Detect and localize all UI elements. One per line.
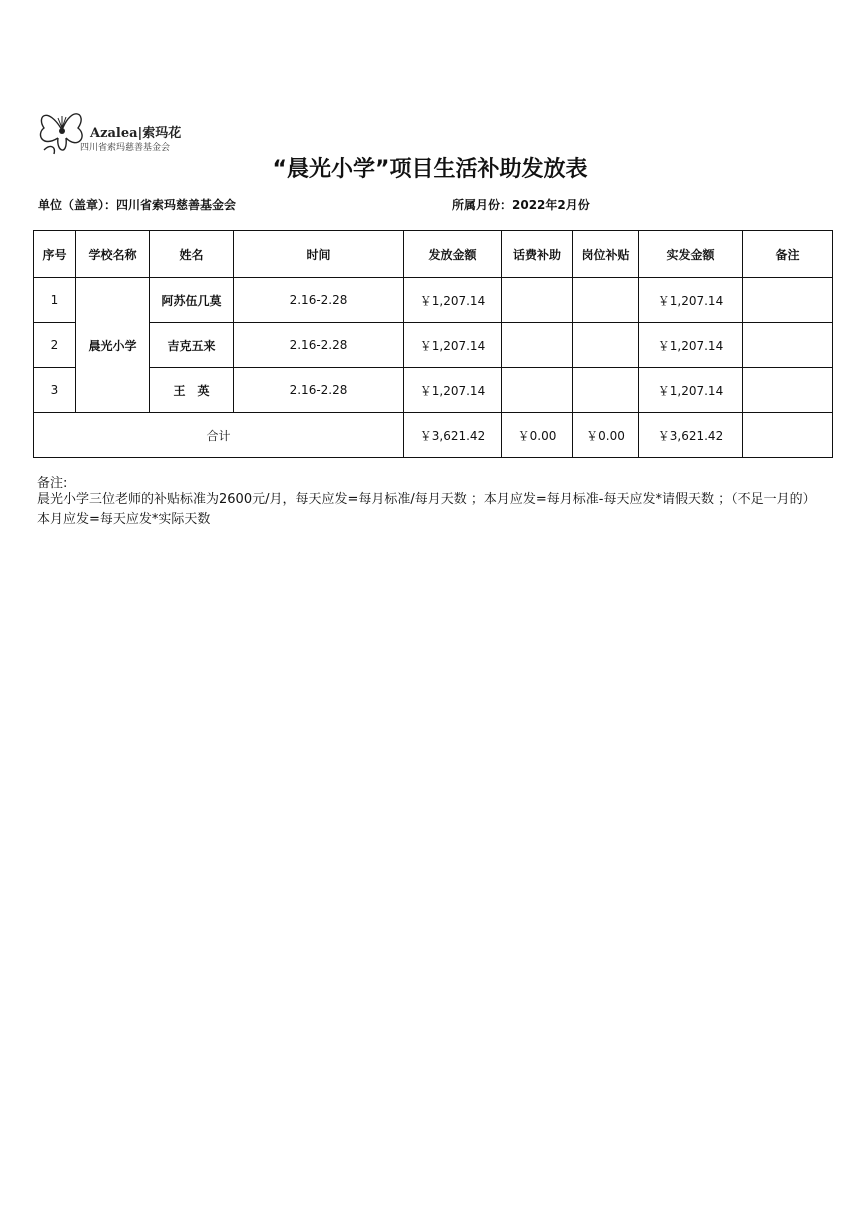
table-header-row	[34, 231, 833, 278]
row-name: 王 英	[150, 368, 234, 413]
row-seq: 2	[34, 323, 76, 368]
row-phone-subsidy	[502, 323, 573, 368]
header-seq: 序号	[34, 231, 76, 278]
subsidy-table	[33, 230, 833, 458]
total-phone-subsidy: ￥0.00	[502, 413, 573, 458]
school-cell: 晨光小学	[76, 278, 150, 413]
unit-label: 单位（盖章）：四川省索玛慈善基金会	[38, 198, 237, 212]
row-amount: ￥1,207.14	[404, 323, 502, 368]
row-amount: ￥1,207.14	[404, 278, 502, 323]
table-row	[34, 278, 833, 323]
row-seq: 3	[34, 368, 76, 413]
notes-label: 备注:	[37, 476, 68, 491]
total-actual-amount: ￥3,621.42	[639, 413, 743, 458]
row-post-subsidy	[573, 368, 639, 413]
row-actual-amount: ￥1,207.14	[639, 278, 743, 323]
header-remark: 备注	[743, 231, 833, 278]
total-label: 合计	[34, 413, 404, 458]
header-school: 学校名称	[76, 231, 150, 278]
total-remark	[743, 413, 833, 458]
row-post-subsidy	[573, 278, 639, 323]
notes-text: 晨光小学三位老师的补贴标准为2600元/月，每天应发=每月标准/每月天数 ；本月应发=每月标准-每天应发*请假天数 ；（不足一月的）本月应发=每天应发*实际天数	[37, 492, 816, 527]
header-post-subsidy: 岗位补贴	[573, 231, 639, 278]
row-period: 2.16-2.28	[234, 278, 404, 323]
row-remark	[743, 278, 833, 323]
logo-brand-text: Azalea|索玛花	[90, 126, 182, 141]
foundation-logo	[34, 100, 234, 160]
row-seq: 1	[34, 278, 76, 323]
total-amount: ￥3,621.42	[404, 413, 502, 458]
logo-org-text: 四川省索玛慈善基金会	[80, 143, 171, 153]
row-remark	[743, 323, 833, 368]
row-phone-subsidy	[502, 368, 573, 413]
header-name: 姓名	[150, 231, 234, 278]
total-post-subsidy: ￥0.00	[573, 413, 639, 458]
header-period: 时间	[234, 231, 404, 278]
table-row	[34, 368, 833, 413]
row-period: 2.16-2.28	[234, 323, 404, 368]
row-post-subsidy	[573, 323, 639, 368]
header-actual-amount: 实发金额	[639, 231, 743, 278]
row-amount: ￥1,207.14	[404, 368, 502, 413]
row-phone-subsidy	[502, 278, 573, 323]
row-actual-amount: ￥1,207.14	[639, 368, 743, 413]
row-remark	[743, 368, 833, 413]
page-title: “晨光小学”项目生活补助发放表	[272, 157, 588, 182]
header-amount: 发放金额	[404, 231, 502, 278]
row-actual-amount: ￥1,207.14	[639, 323, 743, 368]
row-name: 阿苏伍几莫	[150, 278, 234, 323]
header-phone-subsidy: 话费补助	[502, 231, 573, 278]
total-row	[34, 413, 833, 458]
month-label: 所属月份：2022年2月份	[452, 198, 590, 212]
row-name: 吉克五来	[150, 323, 234, 368]
row-period: 2.16-2.28	[234, 368, 404, 413]
table-row	[34, 323, 833, 368]
